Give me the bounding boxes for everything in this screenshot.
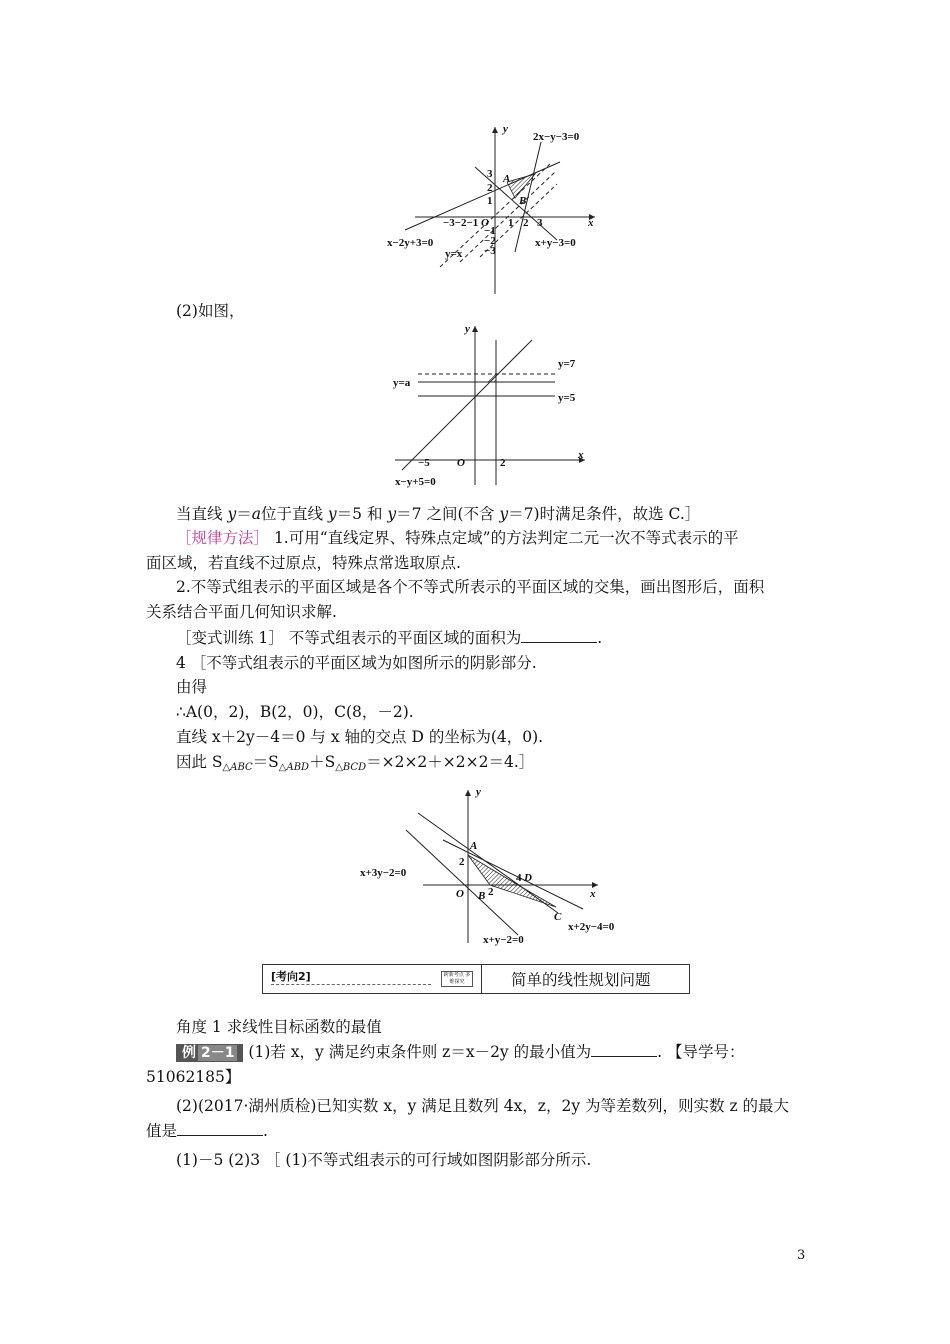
figure-2-line-region bbox=[390, 320, 600, 490]
svg-text:−3−2−1: −3−2−1 bbox=[443, 217, 479, 229]
svg-text:A: A bbox=[470, 840, 478, 852]
svg-text:x+y−3=0: x+y−3=0 bbox=[535, 237, 576, 249]
example-line-1: 例 2－1 (1)若 x，y 满足约束条件则 z＝x－2y 的最小值为 . 【导学号： bbox=[176, 1041, 744, 1063]
page-number: 3 bbox=[797, 1248, 806, 1263]
answer-blank bbox=[177, 1121, 263, 1136]
answer-line-1: 4 ［不等式组表示的平面区域为如图所示的阴影部分. bbox=[176, 654, 537, 672]
section-tag: [考向2] bbox=[271, 970, 311, 983]
section-header-bar bbox=[262, 964, 690, 994]
method-line-1b: 面区域，若直线不过原点，特殊点常选取原点. bbox=[146, 554, 461, 572]
svg-text:−5: −5 bbox=[418, 457, 430, 469]
figure-1-feasible-region bbox=[385, 122, 605, 297]
svg-text:y=7: y=7 bbox=[558, 358, 576, 370]
method-tag: ［规律方法］ bbox=[176, 529, 270, 547]
svg-text:x: x bbox=[588, 217, 594, 229]
svg-text:x+3y−2=0: x+3y−2=0 bbox=[360, 867, 407, 879]
answer-line-5: 因此 $S_{\triangle ABC}=S_{\triangle ABD}+S_{\triangle BCD}=\times 2\times 2+\times 2\times 2=4.]$ bbox=[176, 753, 535, 773]
svg-text:C: C bbox=[554, 911, 562, 923]
svg-text:2: 2 bbox=[523, 217, 529, 229]
svg-text:B: B bbox=[478, 890, 486, 902]
svg-text:−3: −3 bbox=[484, 245, 496, 257]
svg-text:−2: −2 bbox=[484, 235, 496, 247]
svg-text:y=x: y=x bbox=[445, 248, 463, 260]
svg-text:2x−y−3=0: 2x−y−3=0 bbox=[533, 131, 580, 143]
svg-text:2: 2 bbox=[500, 457, 506, 469]
svg-text:1: 1 bbox=[487, 195, 493, 207]
svg-text:x−2y+3=0: x−2y+3=0 bbox=[387, 237, 434, 249]
shaded-region-2 bbox=[488, 374, 496, 382]
method-line-1: ［规律方法］ 1.可用“直线定界、特殊点定域”的方法判定二元一次不等式表示的平 bbox=[176, 529, 739, 547]
method-line-2b: 关系结合平面几何知识求解. bbox=[146, 603, 337, 621]
answer-line-3: ∴A(0，2)，B(2，0)，C(8，－2). bbox=[176, 703, 414, 721]
figure-3-triangle-region bbox=[358, 785, 638, 950]
section-title: 简单的线性规划问题 bbox=[511, 971, 651, 989]
svg-text:A: A bbox=[503, 173, 511, 185]
section-stamp: 跨新考点 多维探究 bbox=[441, 971, 473, 987]
svg-text:x+y−2=0: x+y−2=0 bbox=[483, 934, 524, 946]
svg-text:4: 4 bbox=[516, 872, 522, 884]
svg-text:O: O bbox=[456, 888, 464, 900]
example-answer: (1)－5 (2)3 ［ (1)不等式组表示的可行域如图阴影部分所示. bbox=[176, 1151, 592, 1169]
svg-text:−1: −1 bbox=[484, 225, 496, 237]
answer-line-4: 直线 x＋2y－4＝0 与 x 轴的交点 D 的坐标为(4，0). bbox=[176, 728, 544, 746]
svg-text:y: y bbox=[503, 123, 508, 135]
svg-text:2: 2 bbox=[487, 182, 493, 194]
svg-text:D: D bbox=[524, 872, 532, 884]
line-x-y-5 bbox=[402, 340, 532, 470]
example-line-2: (2)(2017·湖州质检)已知实数 x，y 满足且数列 4x，z，2y 为等差数列，则实数 z 的最大 bbox=[176, 1097, 790, 1115]
conclusion-line: 当直线 y＝a位于直线 y＝5 和 y＝7 之间(不含 y＝7)时满足条件，故选 C.］ bbox=[176, 505, 701, 523]
svg-text:O: O bbox=[481, 217, 489, 229]
svg-text:2: 2 bbox=[488, 886, 494, 898]
fig2-intro: (2)如图， bbox=[176, 302, 245, 320]
example-line-2b: 值是 . bbox=[146, 1122, 268, 1140]
answer-blank bbox=[521, 628, 597, 643]
svg-text:y=a: y=a bbox=[393, 377, 411, 389]
answer-blank bbox=[591, 1042, 657, 1057]
svg-text:3: 3 bbox=[537, 217, 543, 229]
svg-text:y: y bbox=[465, 323, 470, 335]
svg-text:x+2y−4=0: x+2y−4=0 bbox=[568, 921, 615, 933]
svg-text:O: O bbox=[457, 457, 465, 469]
svg-text:x: x bbox=[590, 888, 596, 900]
svg-text:x: x bbox=[578, 449, 584, 461]
svg-text:y=5: y=5 bbox=[558, 392, 576, 404]
svg-text:1: 1 bbox=[508, 217, 514, 229]
angle-heading: 角度 1 求线性目标函数的最值 bbox=[176, 1018, 382, 1036]
answer-line-2: 由得 bbox=[176, 678, 208, 696]
example-badge: 例 2－1 bbox=[176, 1044, 243, 1062]
method-line-2: 2.不等式组表示的平面区域是各个不等式所表示的平面区域的交集，画出图形后，面积 bbox=[176, 578, 765, 596]
example-id: 51062185】 bbox=[146, 1068, 241, 1086]
svg-text:x−y+5=0: x−y+5=0 bbox=[395, 476, 436, 488]
svg-text:3: 3 bbox=[487, 168, 493, 180]
variant-line: ［变式训练 1］ 不等式组表示的平面区域的面积为 . bbox=[176, 629, 603, 647]
svg-text:2: 2 bbox=[459, 856, 465, 868]
svg-text:y: y bbox=[476, 786, 481, 798]
svg-text:B: B bbox=[519, 195, 527, 207]
